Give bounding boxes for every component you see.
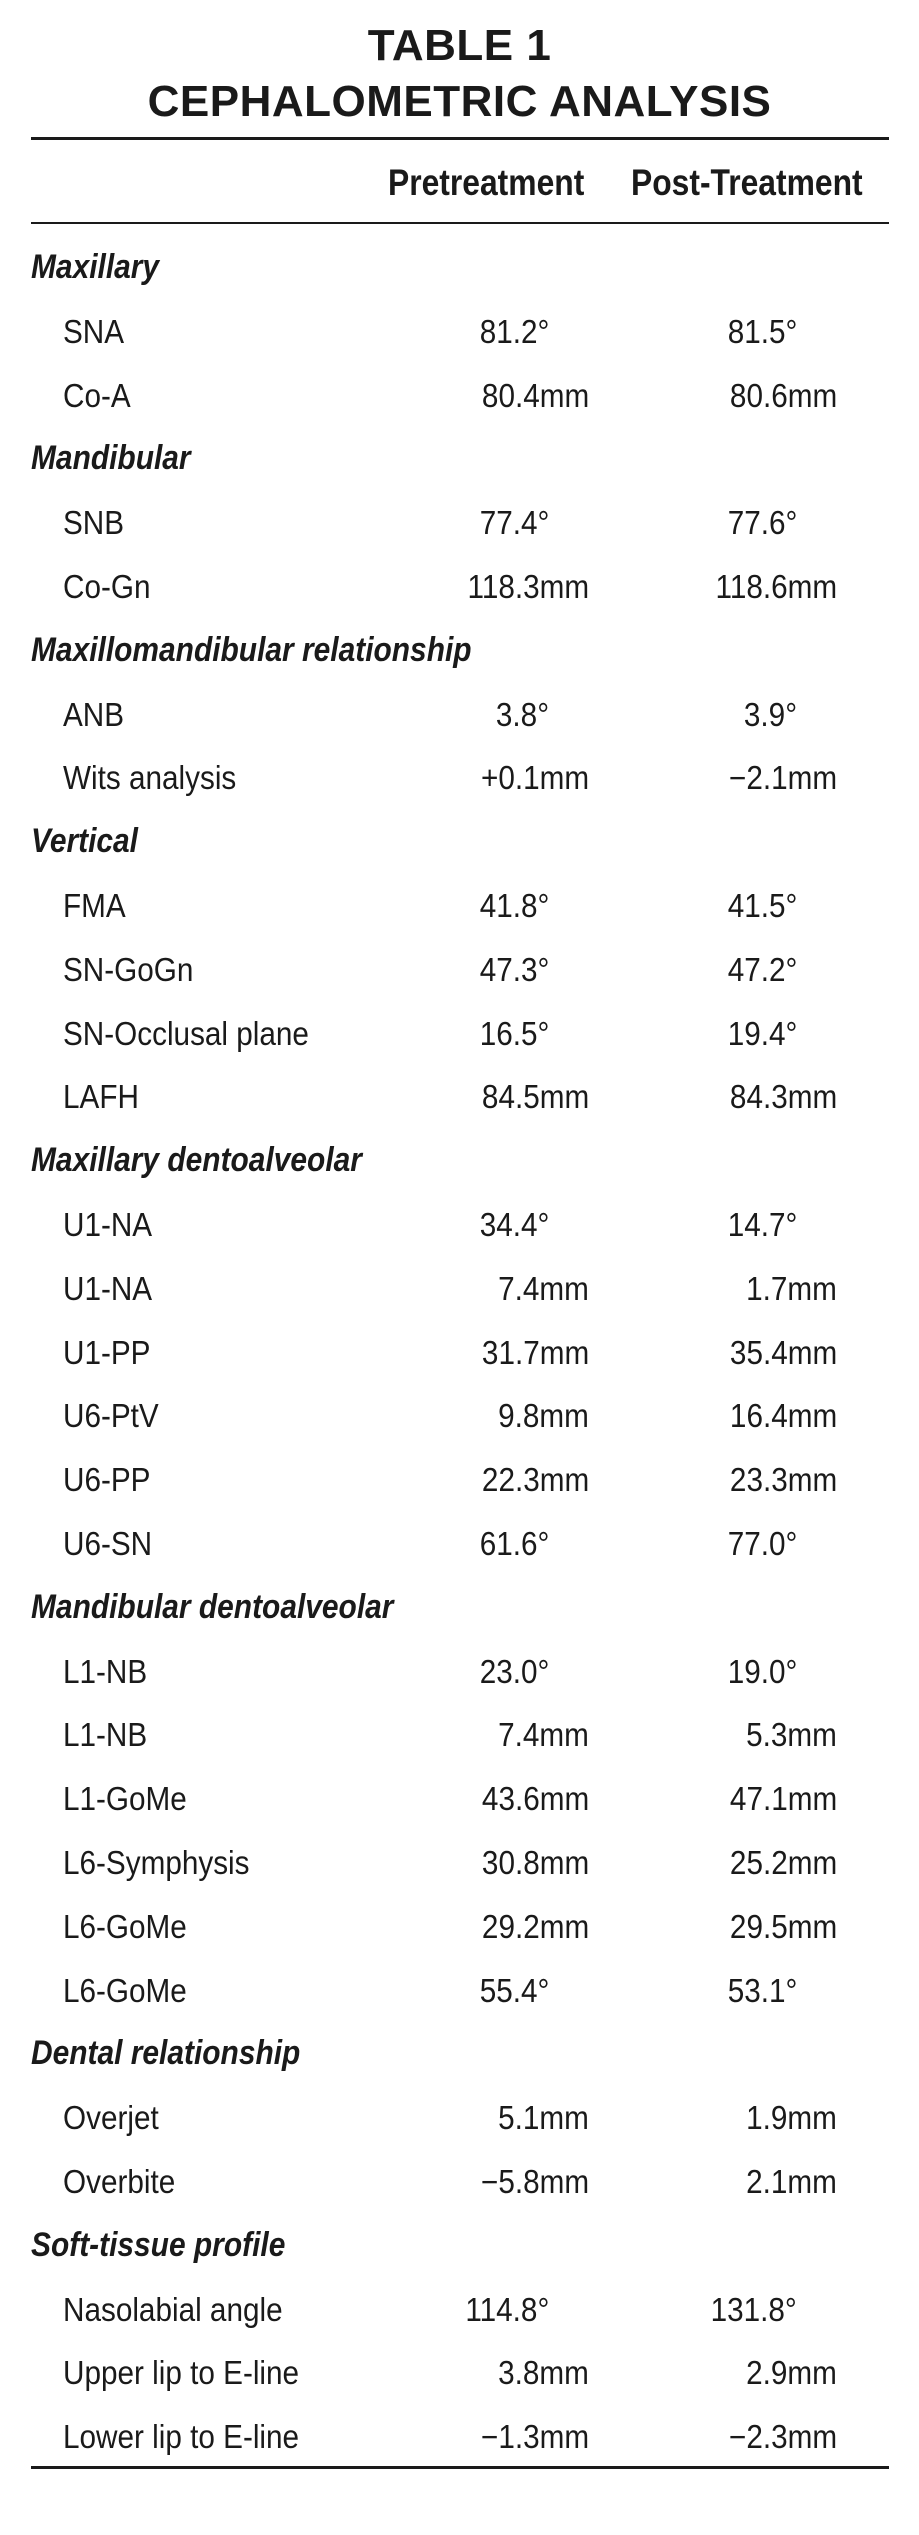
pretreatment-value: 80.4mm [481, 376, 589, 414]
pretreatment-value: 16.5° [479, 1014, 549, 1052]
post-treatment-value: 80.6mm [729, 376, 837, 414]
post-treatment-value: 14.7° [727, 1205, 797, 1243]
pretreatment-value: 30.8mm [481, 1843, 589, 1881]
post-treatment-value: 35.4mm [729, 1333, 837, 1371]
pretreatment-value: 9.8mm [498, 1397, 589, 1435]
measure-label: SN-GoGn [63, 950, 194, 988]
section-label: Vertical [31, 822, 139, 861]
measure-label: ANB [63, 695, 125, 733]
measure-label: U1-PP [63, 1333, 151, 1371]
measure-label: L1-GoMe [63, 1780, 187, 1818]
table-row [31, 683, 889, 747]
table-row [31, 1512, 889, 1576]
table-row [31, 1767, 889, 1831]
table-row [31, 1959, 889, 2023]
table-row [31, 1703, 889, 1767]
section-row [31, 810, 889, 874]
table-row [31, 1831, 889, 1895]
section-label: Maxillary dentoalveolar [31, 1141, 362, 1180]
pretreatment-value: 81.2° [479, 312, 549, 350]
table-row [31, 1384, 889, 1448]
section-label: Soft-tissue profile [31, 2225, 286, 2264]
section-row [31, 619, 889, 683]
table-row [31, 1640, 889, 1704]
post-treatment-value: 53.1° [727, 1971, 797, 2009]
pretreatment-value: 23.0° [479, 1652, 549, 1690]
post-treatment-value: 2.9mm [746, 2354, 837, 2392]
table-row [31, 2086, 889, 2150]
pretreatment-value: 22.3mm [481, 1461, 589, 1499]
measure-label: FMA [63, 886, 126, 924]
table-row [31, 1193, 889, 1257]
table-row [31, 938, 889, 1002]
table-row [31, 1448, 889, 1512]
pretreatment-value: 55.4° [479, 1971, 549, 2009]
post-treatment-value: 47.2° [727, 950, 797, 988]
post-treatment-value: 81.5° [727, 312, 797, 350]
measure-label: U6-SN [63, 1524, 153, 1562]
post-treatment-value: 41.5° [727, 886, 797, 924]
table-row [31, 364, 889, 428]
measure-label: SNA [63, 312, 125, 350]
post-treatment-value: 25.2mm [729, 1843, 837, 1881]
table-row [31, 874, 889, 938]
table-caption: CEPHALOMETRIC ANALYSIS [147, 77, 772, 126]
measure-label: U1-NA [63, 1269, 153, 1307]
post-treatment-value: 1.7mm [746, 1269, 837, 1307]
pretreatment-value: 47.3° [479, 950, 549, 988]
table-row [31, 491, 889, 555]
post-treatment-value: 2.1mm [746, 2162, 837, 2200]
post-treatment-value: 47.1mm [729, 1780, 837, 1818]
pretreatment-value: 34.4° [479, 1205, 549, 1243]
table-row [31, 1895, 889, 1959]
measure-label: SNB [63, 504, 125, 542]
measure-label: Co-Gn [63, 567, 151, 605]
table-body [31, 236, 889, 2469]
table-row [31, 746, 889, 810]
section-row [31, 1576, 889, 1640]
pretreatment-value: −5.8mm [480, 2162, 589, 2200]
table-row [31, 555, 889, 619]
section-row [31, 1129, 889, 1193]
pretreatment-value: +0.1mm [480, 759, 589, 797]
post-treatment-value: −2.1mm [728, 759, 837, 797]
section-label: Maxillary [31, 248, 160, 286]
pretreatment-value: 61.6° [479, 1524, 549, 1562]
measure-label: LAFH [63, 1078, 139, 1116]
post-treatment-value: 118.6mm [715, 567, 837, 605]
section-row [31, 2214, 889, 2278]
section-row [31, 427, 889, 491]
post-treatment-value: 19.0° [727, 1652, 797, 1690]
pretreatment-value: 77.4° [479, 504, 549, 542]
measure-label: U6-PtV [63, 1397, 159, 1435]
pretreatment-value: 29.2mm [481, 1907, 589, 1945]
pretreatment-value: 84.5mm [481, 1078, 589, 1116]
table-row [31, 2341, 889, 2405]
table-row [31, 1065, 889, 1129]
measure-label: Upper lip to E-line [63, 2354, 300, 2392]
column-header-post-treatment: Post-Treatment [631, 162, 863, 203]
post-treatment-value: 77.0° [727, 1524, 797, 1562]
table-row [31, 2405, 889, 2469]
measure-label: Overbite [63, 2162, 176, 2200]
column-header-pretreatment: Pretreatment [388, 162, 585, 203]
measure-label: L1-NB [63, 1652, 148, 1690]
post-treatment-value: −2.3mm [728, 2418, 837, 2456]
column-header-row [31, 148, 889, 218]
measure-label: Wits analysis [63, 759, 237, 797]
pretreatment-value: 7.4mm [498, 1716, 589, 1754]
pretreatment-value: 41.8° [479, 886, 549, 924]
table-title [0, 0, 919, 130]
header-rule [31, 222, 889, 224]
table-row [31, 1002, 889, 1066]
section-row [31, 2022, 889, 2086]
post-treatment-value: 29.5mm [729, 1907, 837, 1945]
measure-label: Co-A [63, 376, 131, 414]
table-row [31, 2278, 889, 2342]
post-treatment-value: 77.6° [727, 504, 797, 542]
pretreatment-value: 3.8mm [498, 2354, 589, 2392]
post-treatment-value: 19.4° [727, 1014, 797, 1052]
post-treatment-value: 16.4mm [729, 1397, 837, 1435]
post-treatment-value: 5.3mm [746, 1716, 837, 1754]
bottom-rule [31, 2466, 889, 2469]
measure-label: U1-NA [63, 1205, 153, 1243]
section-label: Mandibular dentoalveolar [31, 1587, 394, 1626]
measure-label: L6-Symphysis [63, 1843, 250, 1881]
post-treatment-value: 1.9mm [746, 2099, 837, 2137]
table-row [31, 300, 889, 364]
post-treatment-value: 131.8° [710, 2290, 797, 2328]
pretreatment-value: 5.1mm [498, 2099, 589, 2137]
table-row [31, 2150, 889, 2214]
table-number: TABLE 1 [367, 21, 552, 70]
section-label: Maxillomandibular relationship [31, 630, 472, 669]
top-rule [31, 137, 889, 140]
pretreatment-value: 7.4mm [498, 1269, 589, 1307]
pretreatment-value: 43.6mm [481, 1780, 589, 1818]
measure-label: Overjet [63, 2099, 159, 2137]
section-row [31, 236, 889, 300]
table-row [31, 1257, 889, 1321]
measure-label: Nasolabial angle [63, 2290, 283, 2328]
pretreatment-value: −1.3mm [480, 2418, 589, 2456]
pretreatment-value: 3.8° [495, 695, 549, 733]
measure-label: Lower lip to E-line [63, 2418, 300, 2456]
section-label: Mandibular [31, 439, 191, 478]
post-treatment-value: 23.3mm [729, 1461, 837, 1499]
measure-label: L6-GoMe [63, 1971, 187, 2009]
section-label: Dental relationship [31, 2034, 301, 2073]
table-row [31, 1321, 889, 1385]
measure-label: L6-GoMe [63, 1907, 187, 1945]
measure-label: L1-NB [63, 1716, 148, 1754]
post-treatment-value: 84.3mm [729, 1078, 837, 1116]
measure-label: U6-PP [63, 1461, 151, 1499]
pretreatment-value: 118.3mm [467, 567, 589, 605]
pretreatment-value: 114.8° [465, 2290, 549, 2328]
pretreatment-value: 31.7mm [481, 1333, 589, 1371]
measure-label: SN-Occlusal plane [63, 1014, 309, 1052]
post-treatment-value: 3.9° [743, 695, 797, 733]
